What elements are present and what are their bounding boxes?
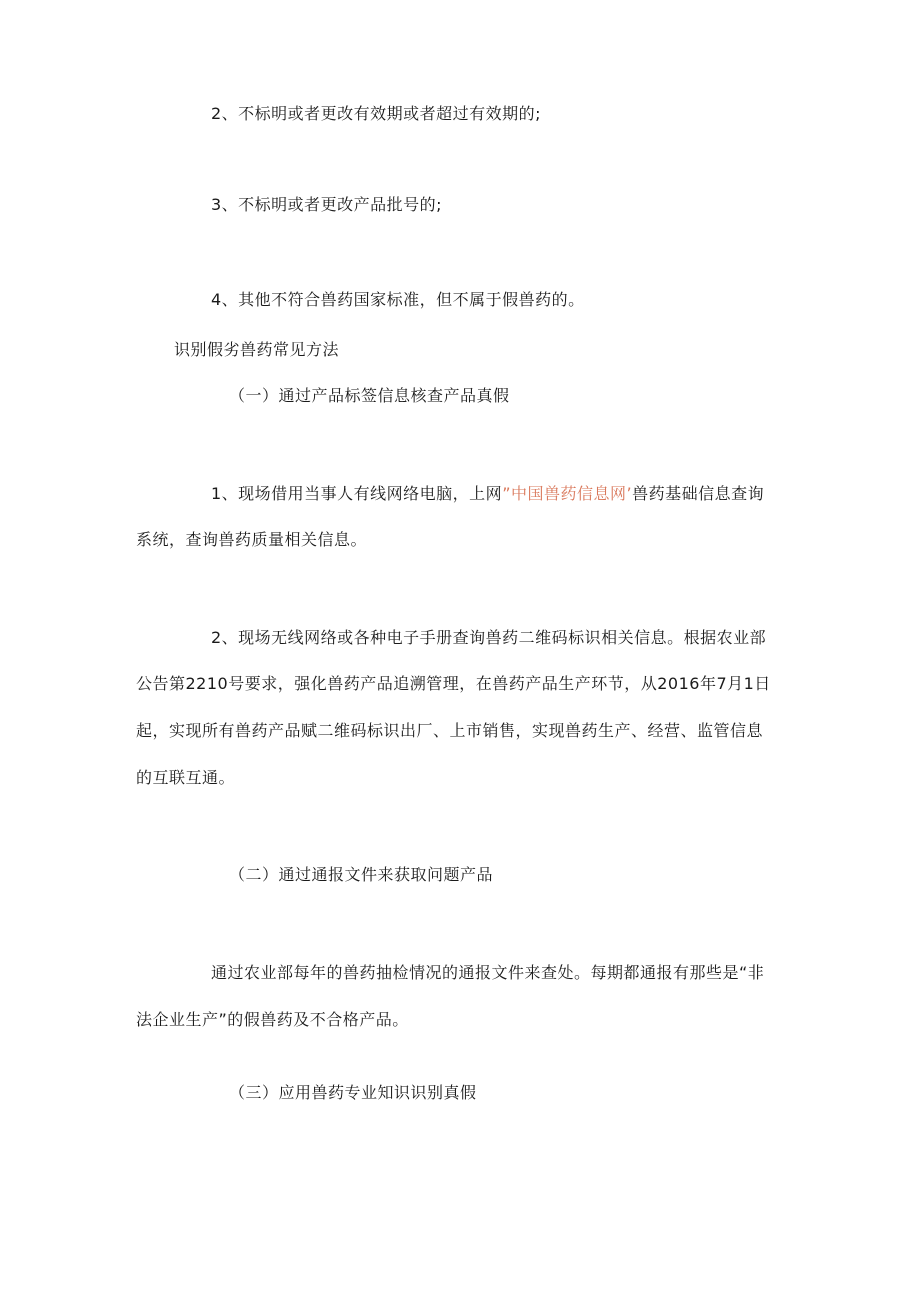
section-title: 识别假劣兽药常见方法: [174, 340, 340, 359]
subsection-1-title: （一）通过产品标签信息核查产品真假: [229, 386, 510, 405]
paragraph-2-line-2: 公告第2210号要求，强化兽药产品追溯管理，在兽药产品生产环节，从2016年7月1日: [136, 674, 771, 693]
paragraph-1-text-end: 兽药基础信息查询: [632, 484, 765, 503]
paragraph-1-line-2: 系统，查询兽药质量相关信息。: [136, 530, 368, 549]
paragraph-2-line-3: 起，实现所有兽药产品赋二维码标识出厂、上市销售，实现兽药生产、经营、监管信息: [136, 721, 764, 740]
paragraph-2-line-4: 的互联互通。: [136, 768, 236, 787]
paragraph-3-line-2: 法企业生产”的假兽药及不合格产品。: [136, 1010, 409, 1029]
item-2: 2、不标明或者更改有效期或者超过有效期的;: [211, 104, 542, 123]
paragraph-1-line-1: [211, 484, 764, 504]
paragraph-3-line-1: 通过农业部每年的兽药抽检情况的通报文件来查处。每期都通报有那些是“非: [211, 963, 765, 982]
item-4: 4、其他不符合兽药国家标准，但不属于假兽药的。: [211, 290, 585, 309]
subsection-3-title: （三）应用兽药专业知识识别真假: [229, 1083, 477, 1102]
paragraph-1-text-start: 1、现场借用当事人有线网络电脑，上网: [211, 484, 503, 503]
paragraph-2-line-1: 2、现场无线网络或各种电子手册查询兽药二维码标识相关信息。根据农业部: [211, 628, 767, 647]
subsection-2-title: （二）通过通报文件来获取问题产品: [229, 865, 494, 884]
item-3: 3、不标明或者更改产品批号的;: [211, 195, 443, 214]
chinese-vet-drug-info-link[interactable]: ”中国兽药信息网’: [502, 484, 633, 503]
